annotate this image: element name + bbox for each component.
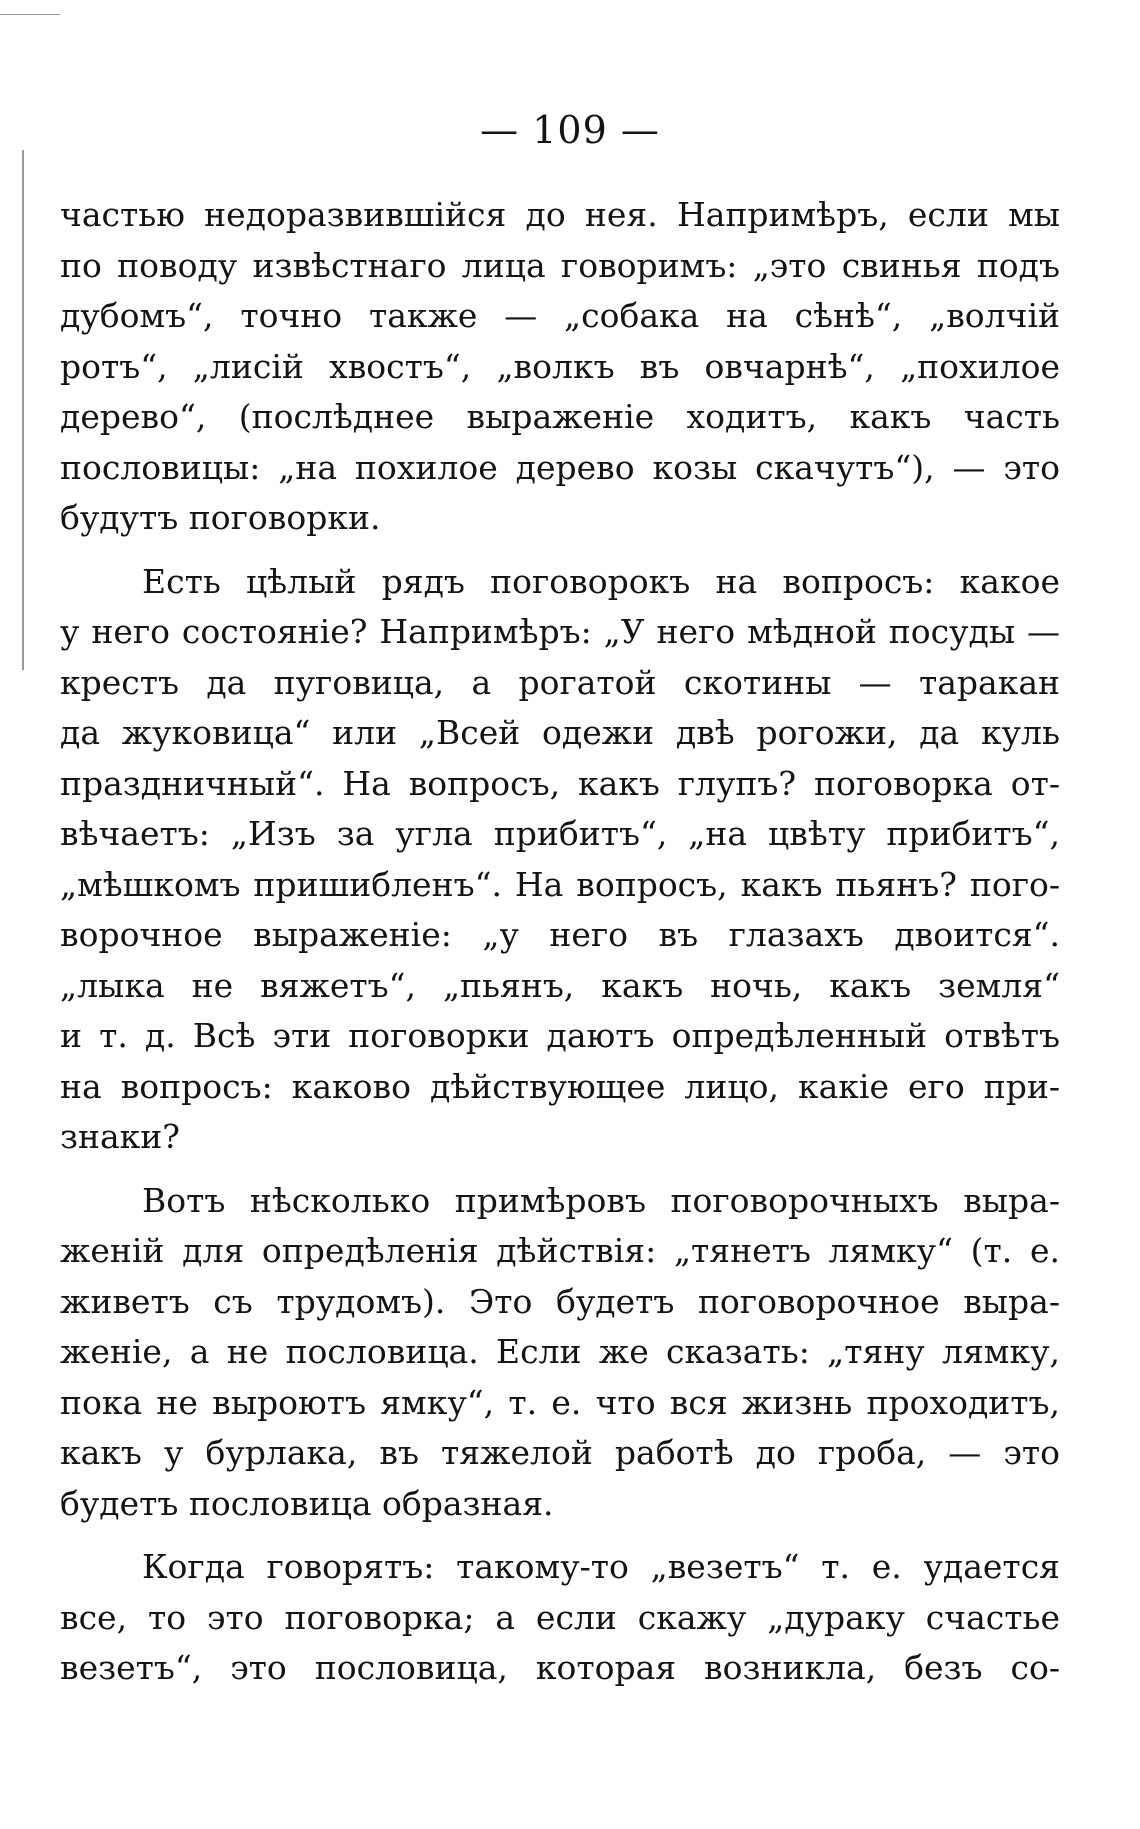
scan-artifact-left-edge [22,150,24,670]
paragraph-4 [60,1542,1060,1694]
text-line: у него состояніе? Напримѣръ: „У него мѣдной посуды — [60,612,1060,651]
text-line: вѣчаетъ: „Изъ за угла прибитъ“, „на цвѣту прибитъ“, [60,814,1060,853]
text-line: по поводу извѣстнаго лица говоримъ: „это свинья подъ [60,245,1060,285]
text-line: и т. д. Всѣ эти поговорки даютъ опредѣленный отвѣтъ [60,1016,1060,1055]
text-line: Когда говорятъ: такому-то „везетъ“ т. е. удается [142,1547,1060,1586]
text-line: знаки? [60,1117,180,1156]
scan-artifact-top [0,14,60,15]
text-line: праздничный“. На вопросъ, какъ глупъ? поговорка от- [60,763,1060,803]
text-line: пока не выроютъ ямку“, т. е. что вся жизнь проходитъ, [60,1382,1060,1422]
text-line: везетъ“, это пословица, которая возникла, безъ со- [60,1648,1060,1687]
text-line: женій для опредѣленія дѣйствія: „тянетъ лямку“ (т. е. [60,1231,1060,1270]
text-line: пословицы: „на похилое дерево козы скачутъ“), — это [60,447,1060,487]
text-line: какъ у бурлака, въ тяжелой работѣ до гроба, — это [60,1433,1060,1472]
paragraph-3 [60,1176,1060,1530]
text-line: да жуковица“ или „Всей одежи двѣ рогожи, да куль [60,713,1060,752]
text-line: на вопросъ: каково дѣйствующее лицо, какіе его при- [60,1066,1060,1106]
text-line: ротъ“, „лисій хвостъ“, „волкъ въ овчарнѣ“, „похилое [60,346,1060,386]
text-line: „мѣшкомъ пришибленъ“. На вопросъ, какъ пьянъ? пого- [60,864,1060,904]
page-number: — 109 — [480,108,660,152]
text-line: ворочное выраженіе: „у него въ глазахъ двоится“. [60,915,1060,954]
text-line: все, то это поговорка; а если скажу „дураку счастье [60,1597,1060,1637]
paragraph-2 [60,557,1060,1163]
text-line: живетъ съ трудомъ). Это будетъ поговорочное выра- [60,1281,1060,1321]
text-line: дерево“, (послѣднее выраженіе ходитъ, какъ часть [60,397,1060,436]
text-line: Есть цѣлый рядъ поговорокъ на вопросъ: какое [142,561,1060,601]
text-line: крестъ да пуговица, а рогатой скотины — таракан [60,662,1060,702]
text-line: дубомъ“, точно также — „собака на сѣнѣ“, „волчій [60,296,1060,335]
body-text [60,190,1060,1694]
text-line: будетъ пословица образная. [60,1483,554,1523]
text-line: „лыка не вяжетъ“, „пьянъ, какъ ночь, какъ земля“ [60,965,1060,1005]
text-line: женіе, а не пословица. Если же сказать: „тяну лямку, [60,1332,1060,1371]
paragraph-1 [60,190,1060,544]
text-line: Вотъ нѣсколько примѣровъ поговорочныхъ выра- [142,1180,1060,1220]
text-line: частью недоразвившійся до нея. Напримѣръ, если мы [60,195,1060,234]
text-line: будутъ поговорки. [60,498,381,537]
